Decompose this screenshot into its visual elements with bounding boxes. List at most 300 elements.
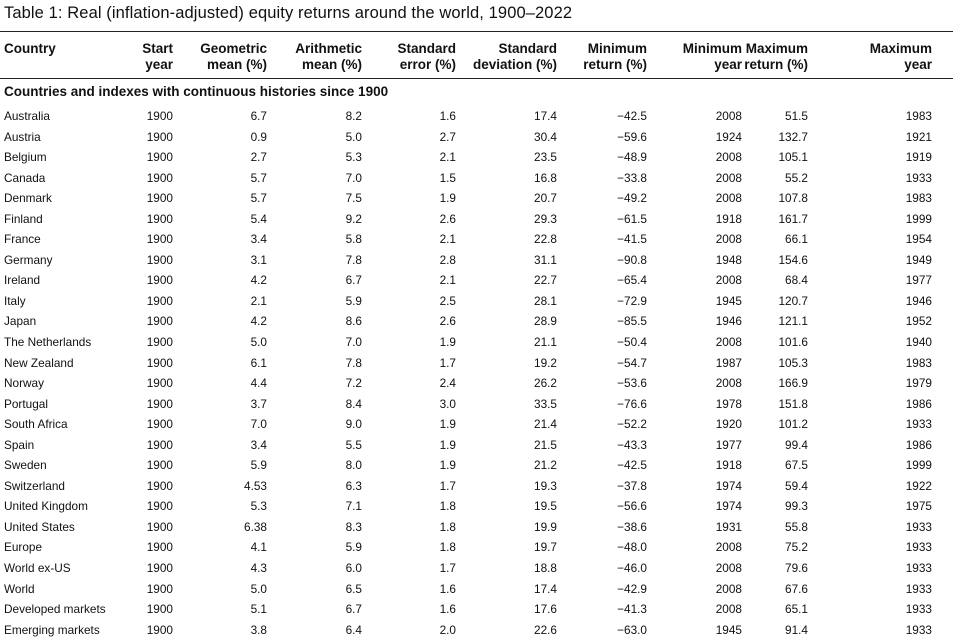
- cell-standard-deviation: 28.1: [534, 293, 557, 308]
- table-row: [0, 332, 953, 353]
- cell-country: France: [4, 232, 41, 247]
- cell-standard-deviation: 31.1: [534, 252, 557, 267]
- cell-geometric-mean: 5.3: [250, 499, 267, 514]
- cell-standard-error: 2.1: [439, 273, 456, 288]
- header-maximum-year-line1: Maximum: [869, 41, 932, 56]
- cell-minimum-year: 1945: [715, 293, 742, 308]
- cell-start-year: 1900: [146, 150, 173, 165]
- header-standard-error-line2: error (%): [399, 56, 456, 72]
- cell-geometric-mean: 4.1: [250, 540, 267, 555]
- cell-maximum-year: 1921: [905, 129, 932, 144]
- cell-arithmetic-mean: 5.5: [345, 437, 362, 452]
- cell-minimum-return: −41.5: [617, 232, 647, 247]
- table-row: [0, 517, 953, 538]
- cell-start-year: 1900: [146, 417, 173, 432]
- table-row: [0, 455, 953, 476]
- cell-standard-deviation: 21.5: [534, 437, 557, 452]
- cell-maximum-year: 1975: [905, 499, 932, 514]
- cell-geometric-mean: 3.7: [250, 396, 267, 411]
- header-maximum-return-line2: return (%): [744, 56, 808, 72]
- cell-standard-error: 2.5: [439, 293, 456, 308]
- cell-geometric-mean: 5.9: [250, 458, 267, 473]
- cell-standard-error: 2.1: [439, 150, 456, 165]
- cell-country: Switzerland: [4, 478, 65, 493]
- cell-standard-deviation: 22.6: [534, 622, 557, 637]
- header-maximum-return-line1: Maximum: [745, 41, 808, 56]
- cell-minimum-year: 2008: [715, 232, 742, 247]
- cell-minimum-return: −52.2: [617, 417, 647, 432]
- cell-geometric-mean: 3.4: [250, 437, 267, 452]
- cell-standard-deviation: 26.2: [534, 376, 557, 391]
- cell-standard-error: 1.9: [439, 417, 456, 432]
- cell-maximum-return: 154.6: [778, 252, 808, 267]
- cell-start-year: 1900: [146, 437, 173, 452]
- cell-maximum-year: 1933: [905, 622, 932, 637]
- cell-arithmetic-mean: 6.0: [345, 561, 362, 576]
- cell-arithmetic-mean: 7.1: [345, 499, 362, 514]
- cell-start-year: 1900: [146, 293, 173, 308]
- cell-start-year: 1900: [146, 458, 173, 473]
- cell-standard-deviation: 22.8: [534, 232, 557, 247]
- cell-minimum-year: 2008: [715, 335, 742, 350]
- cell-minimum-year: 2008: [715, 602, 742, 617]
- cell-minimum-return: −37.8: [617, 478, 647, 493]
- cell-maximum-return: 67.6: [785, 581, 808, 596]
- cell-maximum-return: 121.1: [778, 314, 808, 329]
- cell-country: Japan: [4, 314, 37, 329]
- cell-arithmetic-mean: 5.9: [345, 540, 362, 555]
- cell-standard-error: 1.6: [439, 109, 456, 123]
- table-row: [0, 270, 953, 291]
- header-arithmetic-mean-line2: mean (%): [301, 56, 362, 72]
- cell-start-year: 1900: [146, 376, 173, 391]
- cell-minimum-year: 1931: [715, 519, 742, 534]
- table-row: [0, 496, 953, 517]
- header-minimum-return-line2: return (%): [583, 56, 647, 72]
- cell-standard-error: 2.4: [439, 376, 456, 391]
- header-maximum-year-line2: year: [904, 56, 932, 72]
- cell-country: South Africa: [4, 417, 68, 432]
- cell-start-year: 1900: [146, 602, 173, 617]
- cell-minimum-year: 2008: [715, 540, 742, 555]
- cell-minimum-year: 2008: [715, 376, 742, 391]
- cell-geometric-mean: 4.2: [250, 314, 267, 329]
- header-minimum-return-line1: Minimum: [587, 41, 647, 56]
- cell-arithmetic-mean: 7.5: [345, 191, 362, 206]
- cell-start-year: 1900: [146, 211, 173, 226]
- cell-minimum-year: 2008: [715, 150, 742, 165]
- cell-maximum-year: 1952: [905, 314, 932, 329]
- cell-arithmetic-mean: 6.7: [345, 273, 362, 288]
- cell-start-year: 1900: [146, 314, 173, 329]
- cell-minimum-return: −42.5: [617, 109, 647, 123]
- cell-geometric-mean: 3.4: [250, 232, 267, 247]
- cell-geometric-mean: 4.4: [250, 376, 267, 391]
- cell-maximum-return: 51.5: [785, 109, 808, 123]
- cell-maximum-return: 75.2: [785, 540, 808, 555]
- cell-minimum-return: −63.0: [617, 622, 647, 637]
- table-row: [0, 311, 953, 332]
- cell-start-year: 1900: [146, 232, 173, 247]
- cell-maximum-year: 1986: [905, 396, 932, 411]
- cell-arithmetic-mean: 6.3: [345, 478, 362, 493]
- table-row: [0, 188, 953, 209]
- cell-minimum-year: 1987: [715, 355, 742, 370]
- cell-start-year: 1900: [146, 355, 173, 370]
- cell-country: Norway: [4, 376, 44, 391]
- cell-arithmetic-mean: 5.0: [345, 129, 362, 144]
- cell-start-year: 1900: [146, 252, 173, 267]
- header-standard-deviation-line1: Standard: [498, 41, 557, 56]
- cell-maximum-year: 1922: [905, 478, 932, 493]
- cell-standard-error: 2.7: [439, 129, 456, 144]
- header-country-label: Country: [4, 41, 56, 56]
- header-bottom-rule: [0, 78, 953, 79]
- header-maximum-return: [744, 41, 808, 72]
- table-row: [0, 250, 953, 271]
- cell-start-year: 1900: [146, 191, 173, 206]
- cell-maximum-year: 1954: [905, 232, 932, 247]
- table-title: Table 1: Real (inflation-adjusted) equity returns around the world, 1900–2022: [4, 4, 573, 22]
- cell-standard-error: 2.1: [439, 232, 456, 247]
- table-row: [0, 353, 953, 374]
- table-row: [0, 127, 953, 148]
- header-start-year: [142, 41, 173, 72]
- table-row: [0, 599, 953, 620]
- cell-geometric-mean: 0.9: [250, 129, 267, 144]
- cell-start-year: 1900: [146, 561, 173, 576]
- cell-start-year: 1900: [146, 129, 173, 144]
- header-start-year-line1: Start: [142, 41, 173, 56]
- cell-country: Finland: [4, 211, 43, 226]
- table-row: [0, 558, 953, 579]
- cell-minimum-return: −61.5: [617, 211, 647, 226]
- cell-maximum-return: 66.1: [785, 232, 808, 247]
- cell-standard-deviation: 19.9: [534, 519, 557, 534]
- cell-country: New Zealand: [4, 355, 74, 370]
- cell-start-year: 1900: [146, 499, 173, 514]
- cell-geometric-mean: 2.1: [250, 293, 267, 308]
- cell-maximum-year: 1983: [905, 355, 932, 370]
- cell-maximum-year: 1933: [905, 561, 932, 576]
- cell-arithmetic-mean: 7.8: [345, 355, 362, 370]
- cell-maximum-year: 1983: [905, 191, 932, 206]
- cell-standard-error: 1.5: [439, 170, 456, 185]
- header-geometric-mean: [200, 41, 267, 72]
- cell-maximum-year: 1999: [905, 458, 932, 473]
- header-standard-error: [397, 41, 456, 72]
- header-top-rule: [0, 31, 953, 32]
- header-country: [4, 41, 56, 57]
- cell-arithmetic-mean: 9.0: [345, 417, 362, 432]
- cell-minimum-return: −76.6: [617, 396, 647, 411]
- cell-start-year: 1900: [146, 581, 173, 596]
- cell-geometric-mean: 3.8: [250, 622, 267, 637]
- cell-minimum-year: 1924: [715, 129, 742, 144]
- cell-standard-error: 1.8: [439, 519, 456, 534]
- cell-country: World: [4, 581, 35, 596]
- cell-start-year: 1900: [146, 273, 173, 288]
- cell-minimum-year: 1977: [715, 437, 742, 452]
- cell-arithmetic-mean: 8.0: [345, 458, 362, 473]
- cell-minimum-return: −65.4: [617, 273, 647, 288]
- cell-country: United Kingdom: [4, 499, 88, 514]
- cell-maximum-return: 120.7: [778, 293, 808, 308]
- cell-standard-error: 1.6: [439, 581, 456, 596]
- cell-minimum-return: −54.7: [617, 355, 647, 370]
- cell-arithmetic-mean: 7.2: [345, 376, 362, 391]
- cell-maximum-return: 79.6: [785, 561, 808, 576]
- cell-arithmetic-mean: 8.2: [345, 109, 362, 123]
- cell-minimum-return: −38.6: [617, 519, 647, 534]
- cell-maximum-year: 1933: [905, 602, 932, 617]
- cell-minimum-year: 2008: [715, 561, 742, 576]
- cell-geometric-mean: 6.1: [250, 355, 267, 370]
- cell-maximum-return: 59.4: [785, 478, 808, 493]
- cell-maximum-year: 1983: [905, 109, 932, 123]
- cell-arithmetic-mean: 8.3: [345, 519, 362, 534]
- cell-minimum-return: −42.5: [617, 458, 647, 473]
- cell-country: Emerging markets: [4, 622, 100, 637]
- cell-country: Canada: [4, 170, 46, 185]
- cell-start-year: 1900: [146, 335, 173, 350]
- cell-geometric-mean: 5.1: [250, 602, 267, 617]
- cell-minimum-return: −49.2: [617, 191, 647, 206]
- cell-country: Belgium: [4, 150, 47, 165]
- table-row: [0, 620, 953, 641]
- cell-maximum-year: 1933: [905, 519, 932, 534]
- cell-maximum-year: 1919: [905, 150, 932, 165]
- cell-geometric-mean: 4.2: [250, 273, 267, 288]
- cell-country: Developed markets: [4, 602, 106, 617]
- cell-maximum-return: 55.8: [785, 519, 808, 534]
- cell-maximum-return: 105.3: [778, 355, 808, 370]
- cell-standard-error: 1.8: [439, 540, 456, 555]
- cell-standard-deviation: 17.4: [534, 109, 557, 123]
- cell-arithmetic-mean: 5.8: [345, 232, 362, 247]
- cell-geometric-mean: 5.4: [250, 211, 267, 226]
- cell-geometric-mean: 4.53: [244, 478, 267, 493]
- cell-arithmetic-mean: 5.9: [345, 293, 362, 308]
- header-standard-deviation: [473, 41, 557, 72]
- cell-standard-error: 2.8: [439, 252, 456, 267]
- cell-geometric-mean: 5.0: [250, 581, 267, 596]
- cell-standard-deviation: 29.3: [534, 211, 557, 226]
- header-standard-error-line1: Standard: [397, 41, 456, 56]
- cell-standard-error: 2.6: [439, 211, 456, 226]
- cell-minimum-year: 1920: [715, 417, 742, 432]
- table-row: [0, 435, 953, 456]
- cell-standard-deviation: 21.1: [534, 335, 557, 350]
- section-heading: Countries and indexes with continuous histories since 1900: [4, 84, 389, 99]
- header-minimum-year-line2: year: [714, 56, 742, 72]
- cell-maximum-return: 151.8: [778, 396, 808, 411]
- cell-start-year: 1900: [146, 396, 173, 411]
- cell-minimum-return: −53.6: [617, 376, 647, 391]
- cell-minimum-year: 2008: [715, 170, 742, 185]
- cell-arithmetic-mean: 8.6: [345, 314, 362, 329]
- cell-standard-deviation: 19.3: [534, 478, 557, 493]
- cell-standard-deviation: 21.2: [534, 458, 557, 473]
- header-geometric-mean-line1: Geometric: [200, 41, 267, 56]
- cell-maximum-return: 55.2: [785, 170, 808, 185]
- cell-maximum-return: 107.8: [778, 191, 808, 206]
- cell-standard-deviation: 17.6: [534, 602, 557, 617]
- cell-standard-error: 1.8: [439, 499, 456, 514]
- cell-maximum-year: 1940: [905, 335, 932, 350]
- cell-minimum-return: −41.3: [617, 602, 647, 617]
- cell-arithmetic-mean: 7.8: [345, 252, 362, 267]
- cell-maximum-return: 65.1: [785, 602, 808, 617]
- cell-country: Portugal: [4, 396, 48, 411]
- cell-standard-deviation: 18.8: [534, 561, 557, 576]
- cell-start-year: 1900: [146, 540, 173, 555]
- cell-standard-deviation: 33.5: [534, 396, 557, 411]
- header-standard-deviation-line2: deviation (%): [472, 56, 557, 72]
- cell-country: Denmark: [4, 191, 52, 206]
- cell-maximum-return: 68.4: [785, 273, 808, 288]
- cell-maximum-return: 91.4: [785, 622, 808, 637]
- cell-minimum-return: −48.9: [617, 150, 647, 165]
- cell-start-year: 1900: [146, 519, 173, 534]
- table-row: [0, 476, 953, 497]
- cell-minimum-year: 1948: [715, 252, 742, 267]
- header-arithmetic-mean-line1: Arithmetic: [295, 41, 362, 56]
- table-row: [0, 537, 953, 558]
- cell-maximum-year: 1946: [905, 293, 932, 308]
- cell-standard-deviation: 19.2: [534, 355, 557, 370]
- cell-arithmetic-mean: 5.3: [345, 150, 362, 165]
- cell-maximum-year: 1949: [905, 252, 932, 267]
- cell-arithmetic-mean: 7.0: [345, 335, 362, 350]
- cell-standard-deviation: 30.4: [534, 129, 557, 144]
- cell-country: United States: [4, 519, 75, 534]
- header-start-year-line2: year: [145, 56, 173, 72]
- cell-maximum-return: 101.6: [778, 335, 808, 350]
- cell-maximum-year: 1933: [905, 540, 932, 555]
- cell-minimum-return: −46.0: [617, 561, 647, 576]
- cell-geometric-mean: 5.7: [250, 170, 267, 185]
- cell-country: Sweden: [4, 458, 47, 473]
- cell-geometric-mean: 5.7: [250, 191, 267, 206]
- cell-geometric-mean: 4.3: [250, 561, 267, 576]
- cell-maximum-return: 161.7: [778, 211, 808, 226]
- header-minimum-return: [583, 41, 647, 72]
- cell-minimum-return: −59.6: [617, 129, 647, 144]
- cell-standard-deviation: 17.4: [534, 581, 557, 596]
- cell-minimum-return: −33.8: [617, 170, 647, 185]
- cell-minimum-return: −72.9: [617, 293, 647, 308]
- cell-standard-error: 1.9: [439, 458, 456, 473]
- cell-start-year: 1900: [146, 109, 173, 123]
- cell-standard-error: 1.9: [439, 437, 456, 452]
- cell-maximum-return: 99.3: [785, 499, 808, 514]
- cell-standard-error: 2.0: [439, 622, 456, 637]
- table-row: [0, 394, 953, 415]
- cell-arithmetic-mean: 8.4: [345, 396, 362, 411]
- cell-minimum-year: 1945: [715, 622, 742, 637]
- cell-country: Europe: [4, 540, 43, 555]
- cell-standard-deviation: 28.9: [534, 314, 557, 329]
- table-row: [0, 106, 953, 127]
- cell-geometric-mean: 7.0: [250, 417, 267, 432]
- table-row: [0, 414, 953, 435]
- cell-standard-deviation: 22.7: [534, 273, 557, 288]
- cell-geometric-mean: 5.0: [250, 335, 267, 350]
- cell-maximum-year: 1986: [905, 437, 932, 452]
- cell-arithmetic-mean: 6.4: [345, 622, 362, 637]
- cell-minimum-year: 1974: [715, 499, 742, 514]
- cell-standard-deviation: 20.7: [534, 191, 557, 206]
- cell-start-year: 1900: [146, 170, 173, 185]
- cell-standard-deviation: 21.4: [534, 417, 557, 432]
- cell-country: Spain: [4, 437, 35, 452]
- cell-maximum-return: 99.4: [785, 437, 808, 452]
- cell-arithmetic-mean: 9.2: [345, 211, 362, 226]
- table-row: [0, 291, 953, 312]
- table-row: [0, 579, 953, 600]
- cell-country: Italy: [4, 293, 26, 308]
- cell-minimum-year: 1946: [715, 314, 742, 329]
- cell-standard-deviation: 19.7: [534, 540, 557, 555]
- cell-geometric-mean: 6.7: [250, 109, 267, 123]
- cell-standard-error: 2.6: [439, 314, 456, 329]
- cell-maximum-return: 105.1: [778, 150, 808, 165]
- cell-minimum-year: 2008: [715, 273, 742, 288]
- cell-minimum-return: −42.9: [617, 581, 647, 596]
- cell-arithmetic-mean: 7.0: [345, 170, 362, 185]
- cell-standard-deviation: 16.8: [534, 170, 557, 185]
- cell-maximum-year: 1999: [905, 211, 932, 226]
- cell-maximum-return: 101.2: [778, 417, 808, 432]
- cell-standard-error: 1.9: [439, 335, 456, 350]
- cell-minimum-year: 1918: [715, 211, 742, 226]
- cell-standard-deviation: 23.5: [534, 150, 557, 165]
- header-minimum-year: [683, 41, 742, 72]
- table-row: [0, 373, 953, 394]
- cell-maximum-year: 1979: [905, 376, 932, 391]
- cell-country: Austria: [4, 129, 41, 144]
- cell-geometric-mean: 6.38: [244, 519, 267, 534]
- cell-maximum-return: 166.9: [778, 376, 808, 391]
- cell-arithmetic-mean: 6.5: [345, 581, 362, 596]
- cell-minimum-return: −85.5: [617, 314, 647, 329]
- cell-standard-deviation: 19.5: [534, 499, 557, 514]
- table-body: [0, 106, 953, 640]
- table-row: [0, 229, 953, 250]
- table-row: [0, 168, 953, 189]
- header-minimum-year-line1: Minimum: [682, 41, 742, 56]
- cell-standard-error: 1.7: [439, 561, 456, 576]
- cell-start-year: 1900: [146, 622, 173, 637]
- cell-maximum-year: 1933: [905, 170, 932, 185]
- cell-minimum-return: −43.3: [617, 437, 647, 452]
- cell-maximum-return: 67.5: [785, 458, 808, 473]
- header-maximum-year: [870, 41, 932, 72]
- cell-country: The Netherlands: [4, 335, 92, 350]
- cell-minimum-year: 2008: [715, 109, 742, 123]
- header-geometric-mean-line2: mean (%): [206, 56, 267, 72]
- cell-minimum-year: 1978: [715, 396, 742, 411]
- cell-minimum-year: 1918: [715, 458, 742, 473]
- cell-geometric-mean: 2.7: [250, 150, 267, 165]
- cell-country: World ex-US: [4, 561, 71, 576]
- cell-geometric-mean: 3.1: [250, 252, 267, 267]
- cell-arithmetic-mean: 6.7: [345, 602, 362, 617]
- cell-standard-error: 3.0: [439, 396, 456, 411]
- cell-minimum-return: −90.8: [617, 252, 647, 267]
- table-row: [0, 147, 953, 168]
